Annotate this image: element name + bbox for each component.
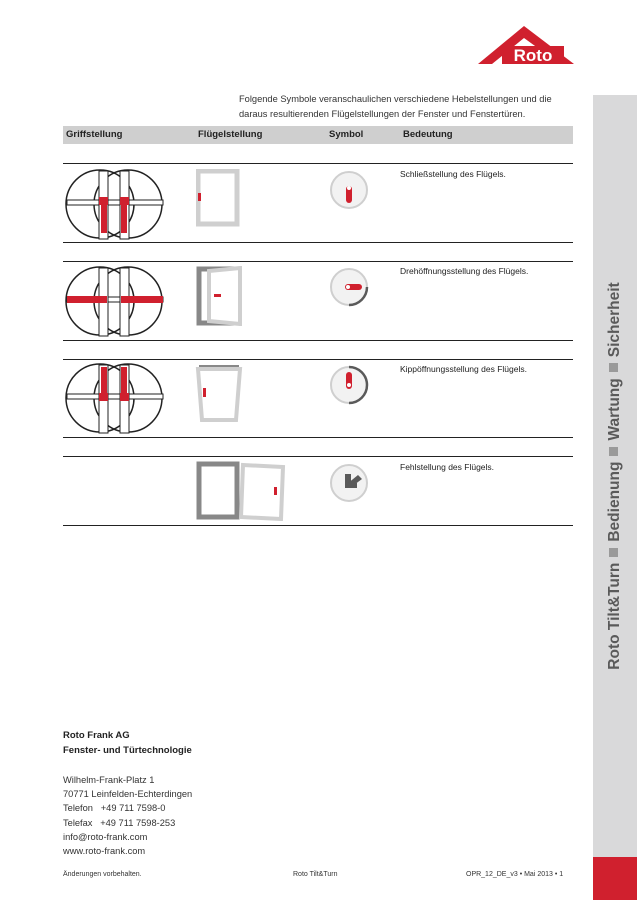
meaning-fault: Fehlstellung des Flügels. <box>400 462 495 472</box>
address-block <box>63 773 192 858</box>
separator-square-icon <box>609 363 618 372</box>
address-fax: Telefax +49 711 7598-253 <box>63 817 176 828</box>
address-city: 70771 Leinfelden-Echterdingen <box>63 789 193 800</box>
separator-square-icon <box>609 447 618 456</box>
footer-right: OPR_12_DE_v3 • Mai 2013 • 1 <box>466 871 564 878</box>
sidebar-item-sicherheit: Sicherheit <box>606 282 623 358</box>
sidebar-accent <box>593 857 637 900</box>
company-block <box>63 728 192 758</box>
handle-position-down-icon <box>63 167 168 242</box>
address-web[interactable]: www.roto-frank.com <box>63 846 146 857</box>
symbol-closed-icon <box>328 169 370 211</box>
handle-position-up-icon <box>63 361 168 436</box>
roto-logo <box>476 26 576 66</box>
row-divider <box>63 359 573 360</box>
meaning-tilt: Kippöffnungsstellung des Flügels. <box>400 364 527 374</box>
footer-left: Änderungen vorbehalten. <box>63 871 142 878</box>
logo-text: Roto <box>513 46 553 65</box>
handle-position-horizontal-icon <box>63 264 168 339</box>
row-divider <box>63 437 573 438</box>
header-symbol: Symbol <box>329 129 364 140</box>
address-phone: Telefon +49 711 7598-0 <box>63 803 166 814</box>
separator-square-icon <box>609 548 618 557</box>
address-street: Wilhelm-Frank-Platz 1 <box>63 775 155 785</box>
header-bedeutung: Bedeutung <box>403 129 453 140</box>
meaning-turn: Drehöffnungsstellung des Flügels. <box>400 266 529 276</box>
company-subtitle: Fenster- und Türtechnologie <box>63 745 192 756</box>
table-header <box>63 126 573 144</box>
sidebar-item-bedienung: Bedienung <box>606 461 623 542</box>
intro-text: Folgende Symbole veranschaulichen verschiedene Hebelstellungen und die daraus resultierenden Flügelstellungen der Fenster und Fenstertüren. <box>239 94 552 119</box>
row-divider <box>63 261 573 262</box>
sash-closed-icon <box>196 169 241 227</box>
symbol-tilt-icon <box>328 364 370 406</box>
row-divider <box>63 340 573 341</box>
header-griffstellung: Griffstellung <box>66 129 123 140</box>
sidebar-item-wartung: Wartung <box>606 378 623 441</box>
row-divider <box>63 242 573 243</box>
company-name: Roto Frank AG <box>63 730 130 741</box>
address-email[interactable]: info@roto-frank.com <box>63 831 148 842</box>
row-divider <box>63 456 573 457</box>
sash-misaligned-icon <box>196 461 286 521</box>
row-divider <box>63 525 573 526</box>
sash-turn-icon <box>196 266 244 326</box>
sash-tilt-icon <box>194 363 244 423</box>
row-divider <box>63 163 573 164</box>
meaning-closed: Schließstellung des Flügels. <box>400 169 506 179</box>
symbol-fault-icon <box>328 462 370 504</box>
header-fluegelstellung: Flügelstellung <box>198 129 263 140</box>
footer-center: Roto Tilt&Turn <box>293 871 338 878</box>
sidebar-item-product: Roto Tilt&Turn <box>606 562 623 670</box>
symbol-turn-icon <box>328 266 370 308</box>
